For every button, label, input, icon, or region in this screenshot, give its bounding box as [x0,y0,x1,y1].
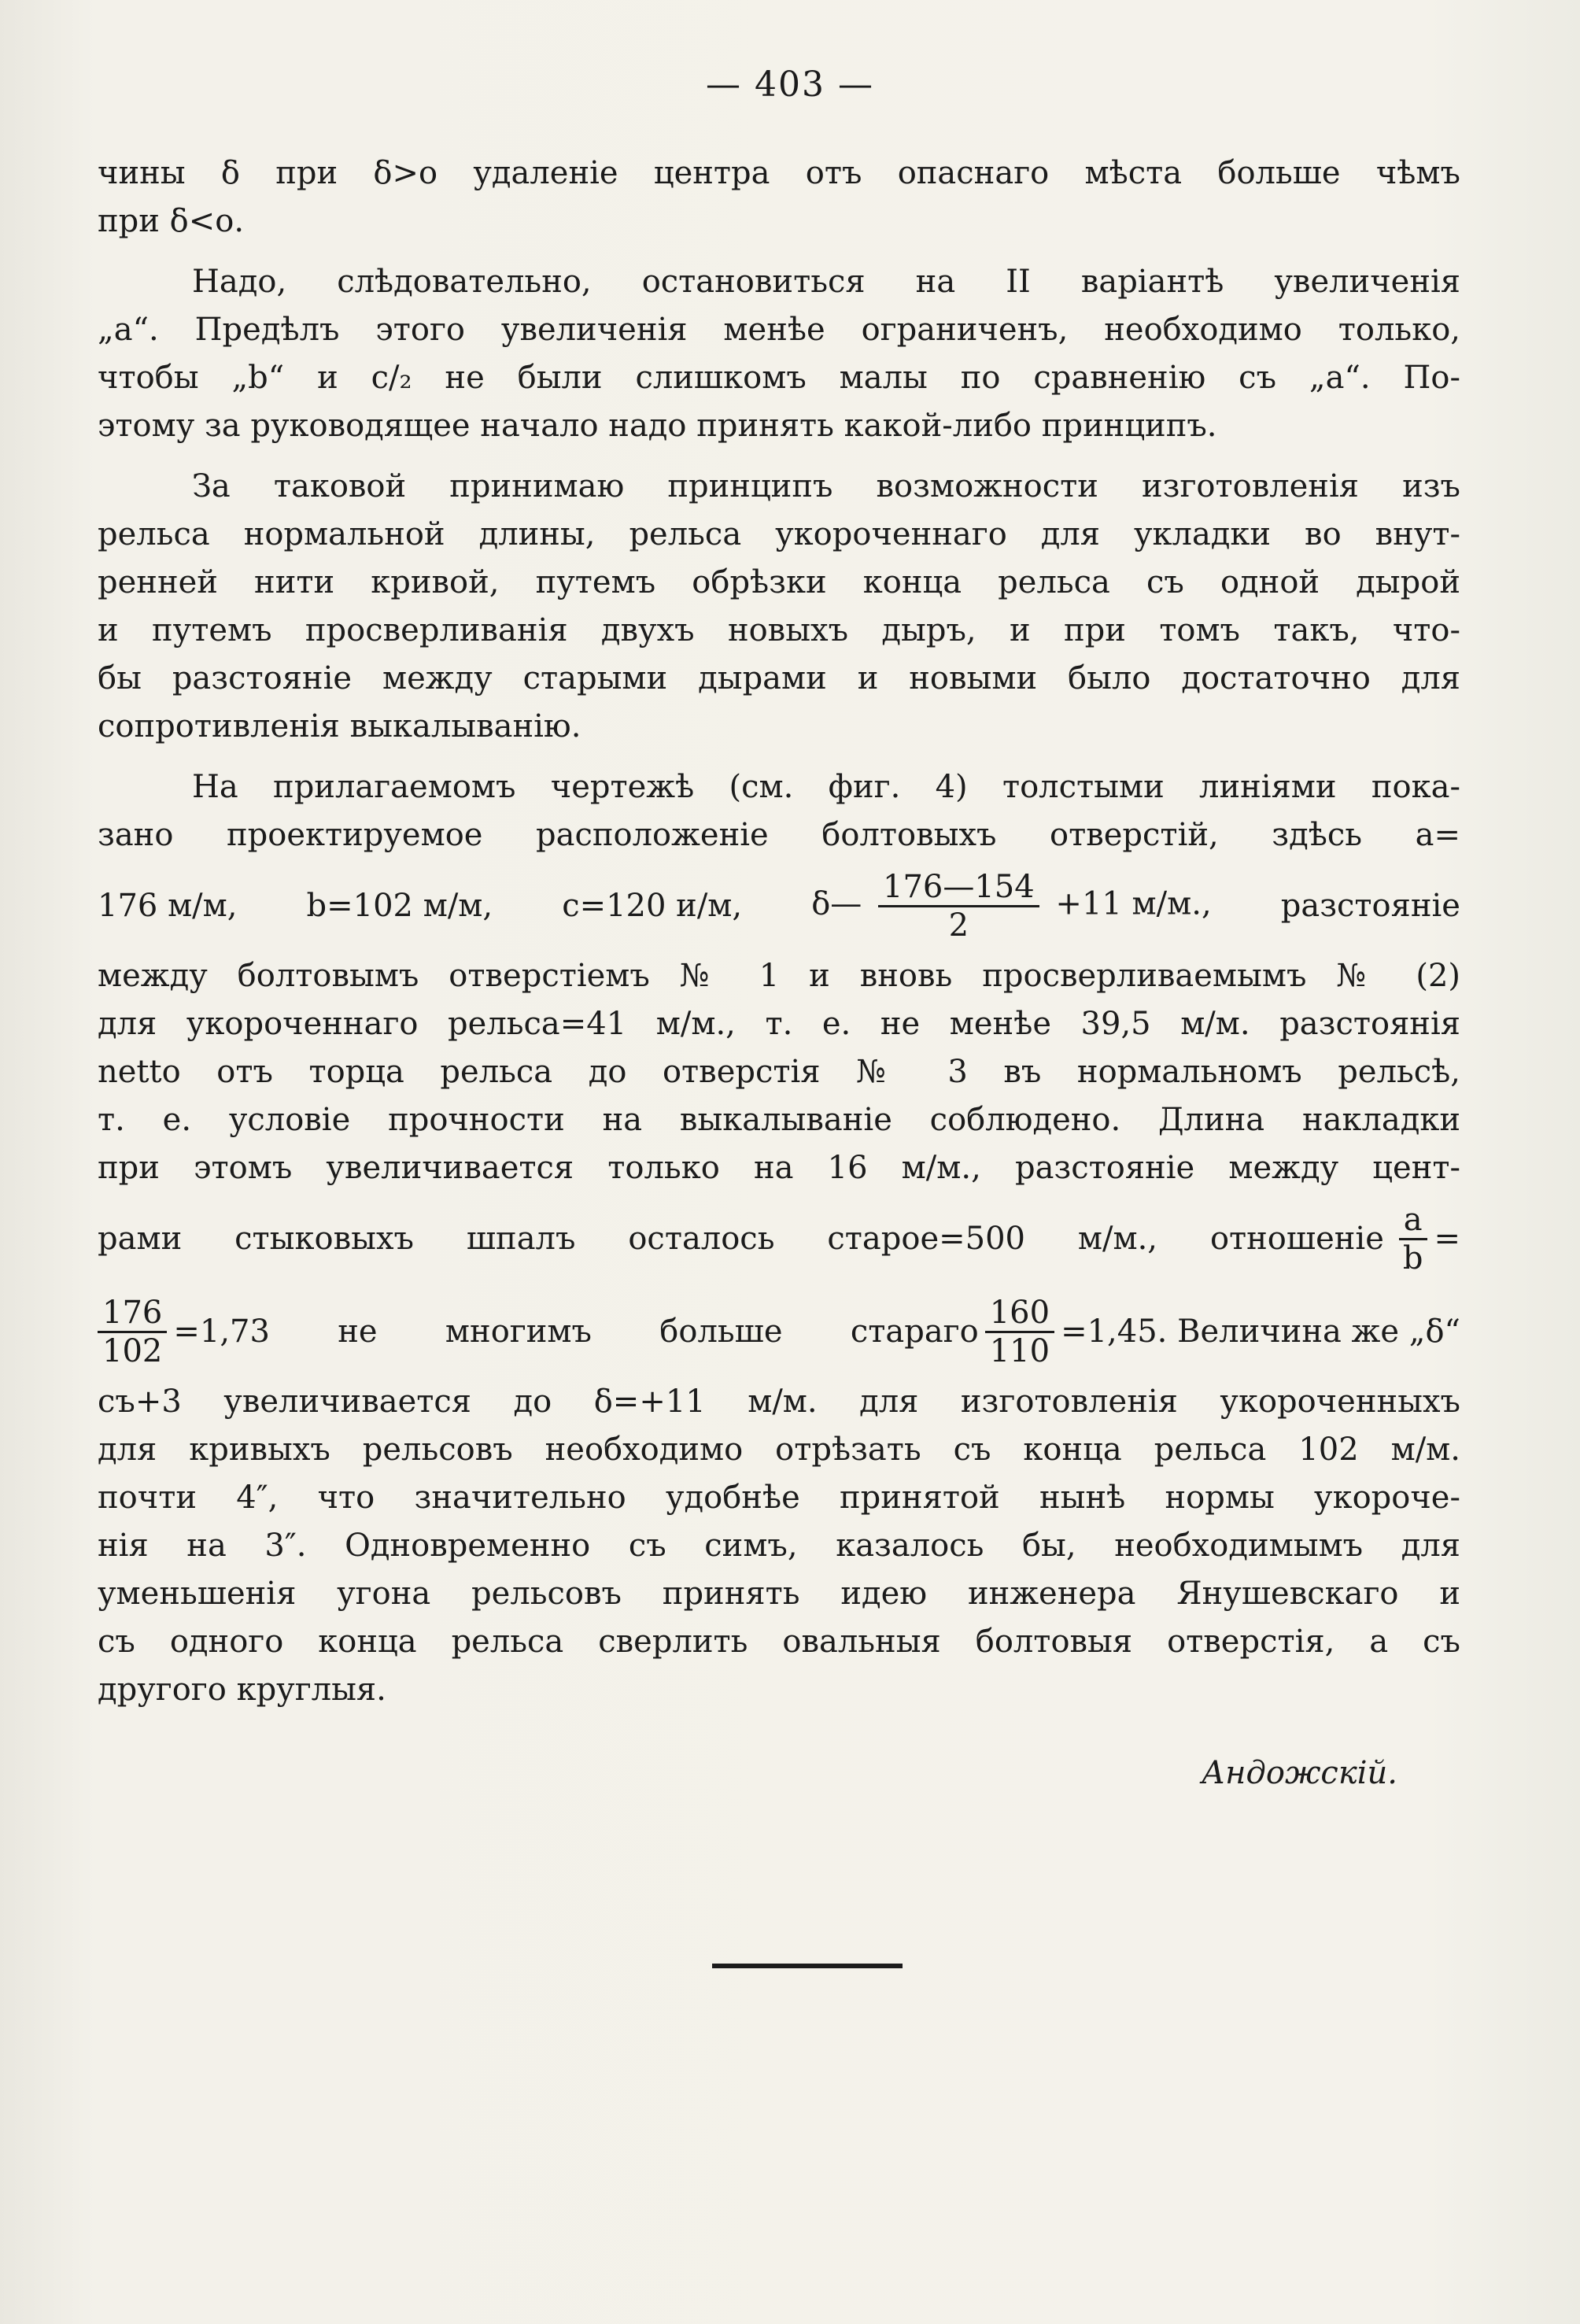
fraction-denominator: 2 [948,907,969,944]
text-line: этому за руководящее начало надо принять какой-либо принципъ. [98,408,1217,444]
equation-part: δ— [811,885,862,922]
equation-part: b=102 м/м, [306,887,493,924]
fraction-denominator: b [1402,1240,1423,1277]
text-line: при δ<о. [98,203,245,239]
text-line: На прилагаемомъ чертежѣ (см. фиг. 4) толстыми линіями пока- [192,769,1460,805]
equation-line [98,1285,1460,1378]
fraction-numerator: 176—154 [878,869,1039,907]
text-line: чины δ при δ>о удаленіе центра отъ опаснаго мѣста больше чѣмъ [98,155,1460,191]
equation-part: 176 м/м, [98,887,238,924]
equation-part: разстояніе [1280,887,1460,924]
fraction [98,1295,167,1369]
equation-part: +11 м/м., [1055,885,1212,922]
text-line: ренней нити кривой, путемъ обрѣзки конца рельса съ одной дырой [98,564,1460,600]
fraction [1398,1202,1428,1277]
equation-part: = [1434,1220,1460,1257]
text-line: чтобы „b“ и с/₂ не были слишкомъ малы по сравненію съ „а“. По- [98,360,1460,396]
author-signature: Андожскій. [1201,1755,1397,1791]
text-line: бы разстояніе между старыми дырами и новыми было достаточно для [98,660,1460,696]
section-end-rule [712,1964,903,1968]
text-line: съ+3 увеличивается до δ=+11 м/м. для изготовленія укороченныхъ [98,1384,1460,1420]
equation-line [98,1192,1460,1285]
fraction [878,869,1039,944]
equation-part: =1,73 не многимъ больше стараго [173,1313,979,1350]
equation-group [811,869,1212,944]
equation-part: рами стыковыхъ шпалъ осталось старое=500 м/м., отношеніе [98,1220,1384,1257]
text-line: и путемъ просверливанія двухъ новыхъ дыръ, и при томъ такъ, что- [98,612,1460,648]
fraction [985,1295,1054,1369]
text-line: при этомъ увеличивается только на 16 м/м., разстояніе между цент- [98,1150,1460,1186]
body-text [98,150,1460,1714]
fraction-numerator: a [1399,1202,1427,1240]
text-line: т. е. условіе прочности на выкалываніе соблюдено. Длина накладки [98,1102,1460,1138]
fraction-numerator: 160 [985,1295,1054,1333]
text-line: для кривыхъ рельсовъ необходимо отрѣзать съ конца рельса 102 м/м. [98,1432,1460,1468]
text-line: „а“. Предѣлъ этого увеличенія менѣе ограниченъ, необходимо только, [98,312,1460,348]
text-line: уменьшенія угона рельсовъ принять идею инженера Янушевскаго и [98,1576,1460,1612]
page-number: — 403 — [706,65,874,105]
text-line: почти 4″, что значительно удобнѣе принятой нынѣ нормы укороче- [98,1480,1460,1516]
text-line: между болтовымъ отверстіемъ № 1 и вновь просверливаемымъ № (2) [98,958,1460,994]
text-line: зано проектируемое расположеніе болтовыхъ отверстій, здѣсь а= [98,817,1460,853]
fraction-denominator: 102 [102,1332,163,1369]
equation-part: с=120 и/м, [562,887,743,924]
text-line: съ одного конца рельса сверлить овальныя болтовыя отверстія, а съ [98,1624,1460,1660]
equation-part: =1,45. Величина же „δ“ [1061,1313,1460,1350]
text-line: другого круглыя. [98,1672,386,1708]
text-line: Надо, слѣдовательно, остановиться на II варіантѣ увеличенія [192,264,1460,300]
fraction-numerator: 176 [98,1295,167,1333]
text-line: За таковой принимаю принципъ возможности изготовленія изъ [192,468,1460,504]
text-line: сопротивленія выкалыванію. [98,708,581,744]
fraction-denominator: 110 [989,1332,1050,1369]
text-line: netto отъ торца рельса до отверстія № 3 въ нормальномъ рельсѣ, [98,1054,1460,1090]
text-line: для укороченнаго рельса=41 м/м., т. е. не менѣе 39,5 м/м. разстоянія [98,1006,1460,1042]
equation-line [98,859,1460,952]
text-line: нія на 3″. Одновременно съ симъ, казалось бы, необходимымъ для [98,1528,1460,1564]
text-line: рельса нормальной длины, рельса укороченнаго для укладки во внут- [98,516,1460,552]
